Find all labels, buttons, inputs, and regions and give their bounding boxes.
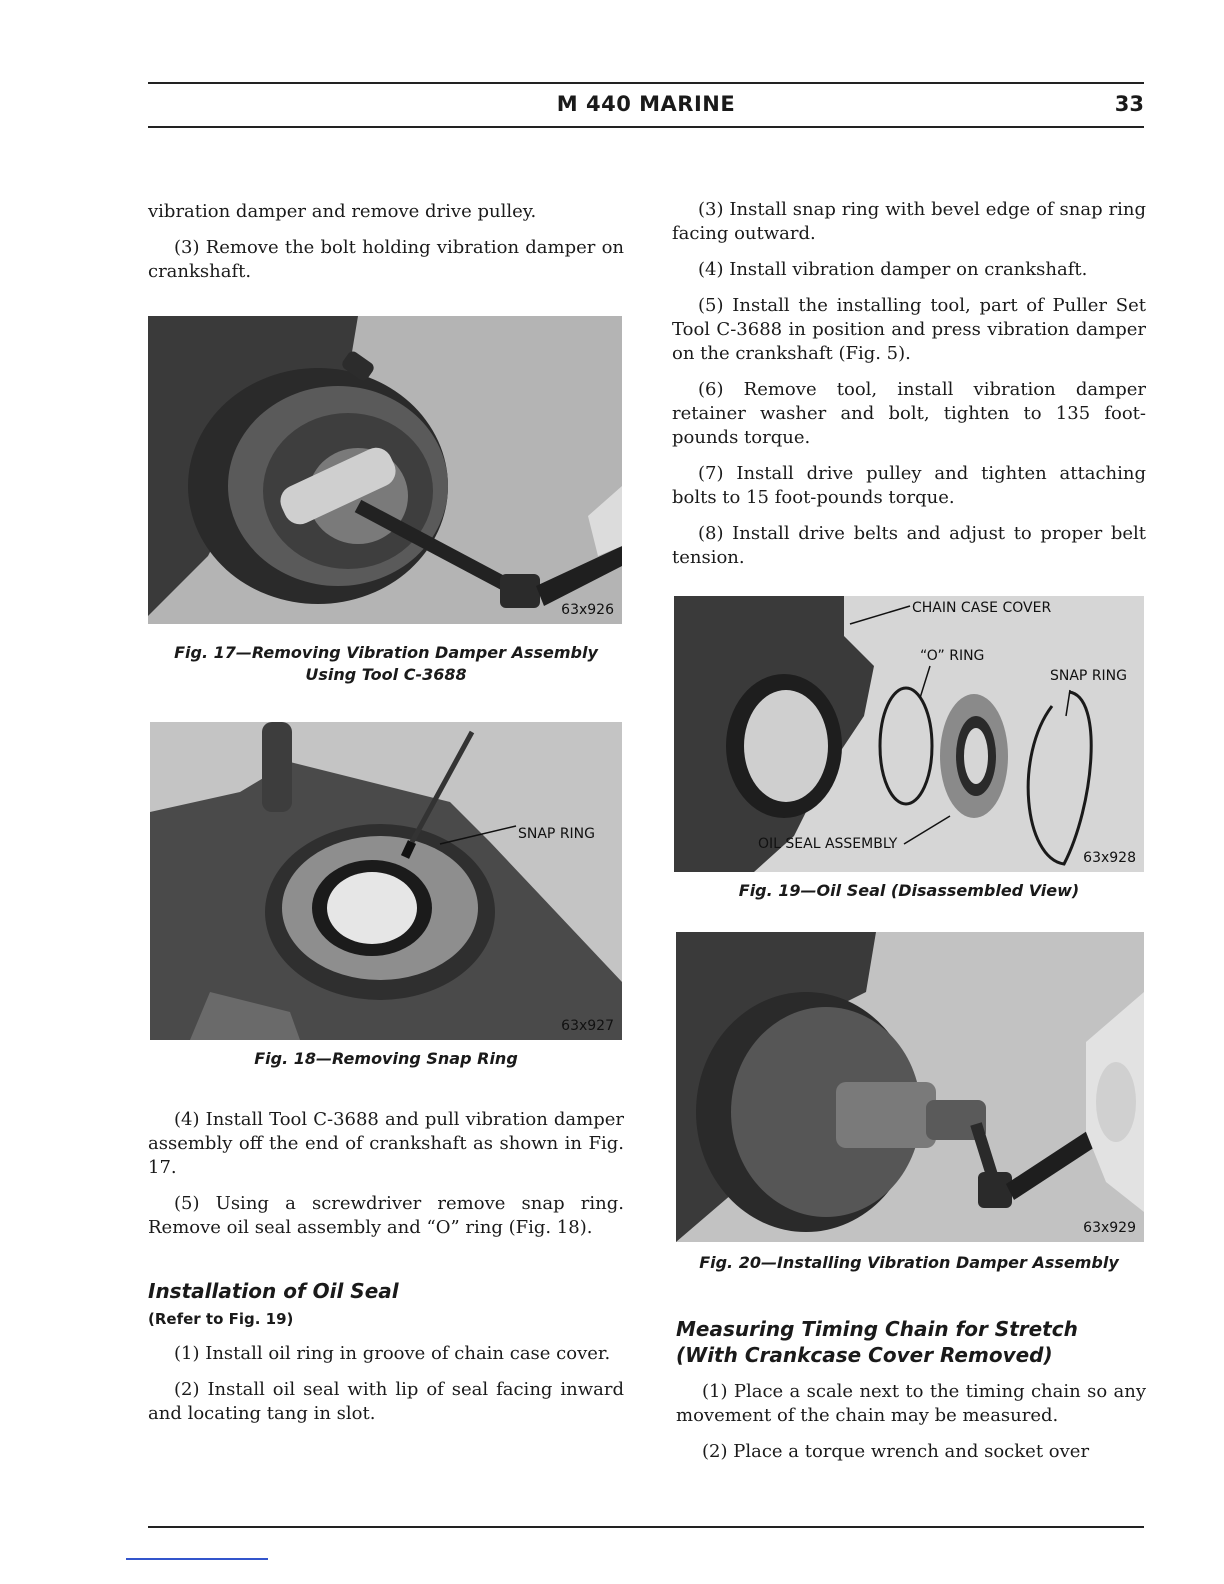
figure-20-photo [676, 932, 1144, 1242]
left-paragraph: (4) Install Tool C-3688 and pull vibration damper assembly off the end of crankshaft as shown in Fig. 17. [148, 1109, 624, 1178]
right-paragraph: (4) Install vibration damper on crankshaft. [698, 259, 1088, 280]
running-header-title: M 440 MARINE [556, 92, 736, 116]
right-paragraph: (7) Install drive pulley and tighten attaching bolts to 15 foot-pounds torque. [672, 463, 1146, 508]
snap-ring-callout: SNAP RING [1050, 668, 1128, 684]
right-paragraph: (1) Place a scale next to the timing chain so any movement of the chain may be measured. [676, 1381, 1146, 1426]
right-paragraph: (6) Remove tool, install vibration damper retainer washer and bolt, tighten to 135 foot-pounds torque. [672, 379, 1146, 448]
right-column-lower [676, 1316, 1146, 1476]
section-heading-timing-chain: Measuring Timing Chain for Stretch [676, 1317, 1078, 1341]
left-column-lower [148, 1108, 624, 1438]
header-bottom-rule [148, 126, 1144, 128]
snap-ring-callout: SNAP RING [518, 826, 596, 842]
figure-20-caption [672, 1252, 1146, 1274]
section-reference: (Refer to Fig. 19) [148, 1310, 294, 1328]
caption-line: Fig. 20—Installing Vibration Damper Assembly [699, 1253, 1119, 1272]
right-paragraph: (8) Install drive belts and adjust to proper belt tension. [672, 523, 1146, 568]
snap-ring-removal-illustration [150, 722, 622, 1040]
header-top-rule [148, 82, 1144, 84]
left-paragraph: (5) Using a screwdriver remove snap ring. Remove oil seal assembly and “O” ring (Fig. 18). [148, 1193, 624, 1238]
figure-19-photo [674, 596, 1144, 872]
section-heading-installation: Installation of Oil Seal [148, 1279, 399, 1303]
chain-case-cover-callout: CHAIN CASE COVER [912, 600, 1052, 616]
figure-code: 63x929 [1083, 1220, 1136, 1236]
right-paragraph: (3) Install snap ring with bevel edge of snap ring facing outward. [672, 199, 1146, 244]
right-paragraph: (5) Install the installing tool, part of Puller Set Tool C-3688 in position and press vibration damper on the crankshaft (Fig. 5). [672, 295, 1146, 364]
figure-code: 63x926 [561, 602, 614, 618]
left-paragraph: (1) Install oil ring in groove of chain case cover. [174, 1343, 611, 1364]
damper-installation-illustration [676, 932, 1144, 1242]
oil-seal-assembly-callout: OIL SEAL ASSEMBLY [758, 836, 898, 852]
figure-19-caption [672, 880, 1146, 902]
oil-seal-parts-illustration [674, 596, 1144, 872]
caption-line: Fig. 18—Removing Snap Ring [254, 1049, 518, 1068]
right-column [672, 198, 1146, 582]
page-number: 33 [1114, 92, 1144, 116]
figure-17-photo [148, 316, 622, 624]
left-paragraph: vibration damper and remove drive pulley. [148, 201, 537, 222]
caption-line: Fig. 19—Oil Seal (Disassembled View) [738, 881, 1080, 900]
left-paragraph: (2) Install oil seal with lip of seal facing inward and locating tang in slot. [148, 1379, 624, 1424]
figure-18-photo [150, 722, 622, 1040]
damper-puller-illustration [148, 316, 622, 624]
o-ring-callout: “O” RING [920, 648, 985, 664]
footer-mark [126, 1558, 268, 1560]
figure-code: 63x928 [1083, 850, 1136, 866]
figure-17-caption [148, 642, 624, 686]
section-heading-timing-chain-sub: (With Crankcase Cover Removed) [676, 1343, 1053, 1367]
right-paragraph: (2) Place a torque wrench and socket over [702, 1441, 1090, 1462]
left-paragraph: (3) Remove the bolt holding vibration damper on crankshaft. [148, 237, 624, 282]
caption-line: Using Tool C-3688 [305, 665, 467, 684]
caption-line: Fig. 17—Removing Vibration Damper Assembly [174, 643, 598, 662]
left-column [148, 200, 624, 296]
figure-code: 63x927 [561, 1018, 614, 1034]
figure-18-caption [148, 1048, 624, 1070]
footer-rule [148, 1526, 1144, 1528]
